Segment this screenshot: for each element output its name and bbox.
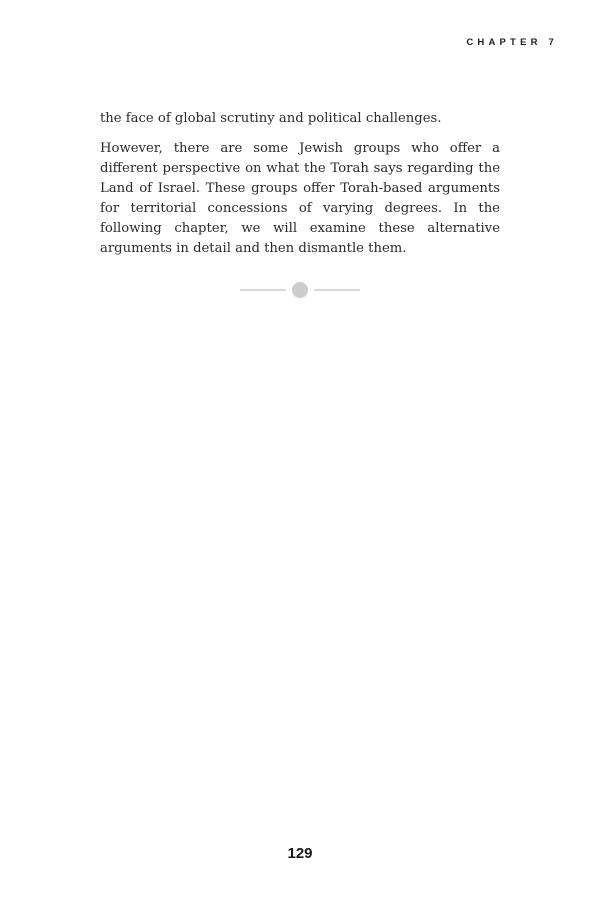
body-text bbox=[100, 109, 500, 269]
page-number: 129 bbox=[287, 845, 313, 862]
divider-dot bbox=[292, 282, 308, 298]
paragraph-main: However, there are some Jewish groups who offer a different perspective on what the Torah says regarding the Land of Israel. These groups offer Torah-based arguments for territorial concessions of varying degrees. In the following chapter, we will examine these alternative arguments in detail and then dismantle them. bbox=[100, 141, 500, 256]
running-head: CHAPTER 7 bbox=[466, 37, 558, 48]
section-divider-ornament-icon bbox=[240, 282, 360, 298]
paragraph-continuation: the face of global scrutiny and political challenges. bbox=[100, 111, 442, 126]
